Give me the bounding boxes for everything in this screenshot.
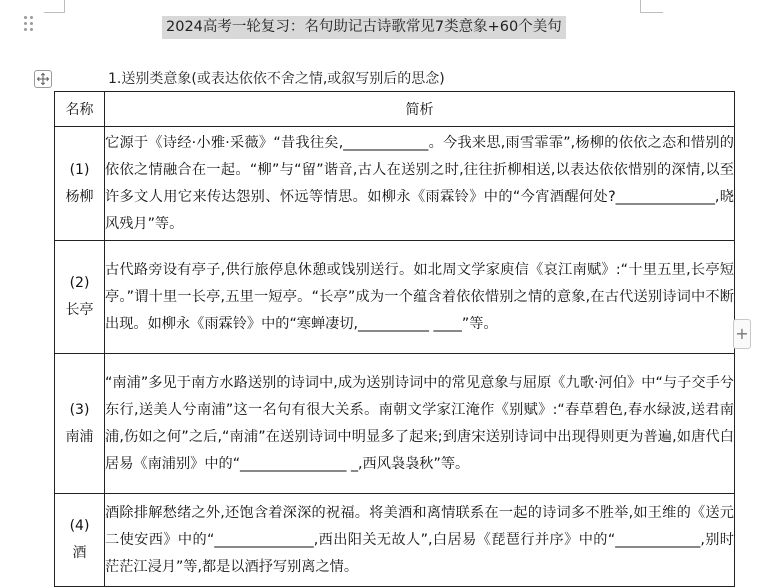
analysis-cell[interactable]: 酒除排解愁绪之外,还饱含着深深的祝福。将美酒和离情联系在一起的诗词多不胜举,如王维的《送元二使安西》中的“______________,西出阳关无故人”,白居易《琵琶行并序》中的“____________,别时茫茫江浸月”等,都是以酒抒写别离之情。 [105,494,735,587]
row-index: (3) [69,401,90,418]
name-cell[interactable] [55,494,105,587]
row-index: (4) [69,518,90,534]
row-name: 酒 [72,545,87,561]
section-heading: 1.送别类意象(或表达依依不舍之情,或叙写别后的思念) [108,71,445,87]
page-margin-mark-top-right [640,0,663,13]
name-cell[interactable] [55,241,105,354]
analysis-cell[interactable]: 古代路旁设有亭子,供行旅停息休憩或饯别送行。如北周文学家庾信《哀江南赋》:“十里五里,长亭短亭。”谓十里一长亭,五里一短亭。“长亭”成为一个蕴含着依依惜别之情的意象,在古代送别诗词中不断出现。如柳永《雨霖铃》中的“寒蝉凄切,__________ ____”等。 [105,241,735,354]
page-margin-mark-top-left [44,0,65,13]
header-analysis: 简析 [105,92,735,127]
row-name: 南浦 [65,428,94,445]
analysis-cell[interactable]: 它源于《诗经·小雅·采薇》“昔我往矣,____________。今我来思,雨雪霏霏”,杨柳的依依之态和惜别的依依之情融合在一起。“柳”与“留”谐音,古人在送别之时,往往折柳相送,以表达依依惜别的深情,以至许多文人用它来传达怨别、怀远等情思。如柳永《雨霖铃》中的“今宵酒醒何处?______________,晓风残月”等。 [105,127,735,241]
name-cell[interactable] [55,354,105,494]
drag-handle-icon[interactable] [24,16,34,32]
row-name: 长亭 [65,302,94,318]
row-index: (2) [69,275,90,291]
add-column-button[interactable]: + [733,319,751,349]
header-name: 名称 [55,92,105,127]
imagery-table [54,91,735,587]
table-move-handle-icon[interactable] [34,70,52,88]
table-row [55,494,735,587]
row-name: 杨柳 [65,188,94,205]
document-title: 2024高考一轮复习：名句助记古诗歌常见7类意象+60个美句 [162,16,566,39]
name-cell[interactable] [55,127,105,241]
table-row [55,241,735,354]
analysis-cell[interactable]: “南浦”多见于南方水路送别的诗词中,成为送别诗词中的常见意象与屈原《九歌·河伯》中“与子交手兮东行,送美人兮南浦”这一名句有很大关系。南朝文学家江淹作《别赋》:“春草碧色,春水绿波,送君南浦,伤如之何”之后,“南浦”在送别诗词中明显多了起来;到唐宋送别诗词中出现得则更为普遍,如唐代白居易《南浦别》中的“_______________ _,西风袅袅秋”等。 [105,354,735,494]
table-header-row [55,92,735,127]
row-index: (1) [69,161,90,178]
table-row [55,127,735,241]
table-row [55,354,735,494]
